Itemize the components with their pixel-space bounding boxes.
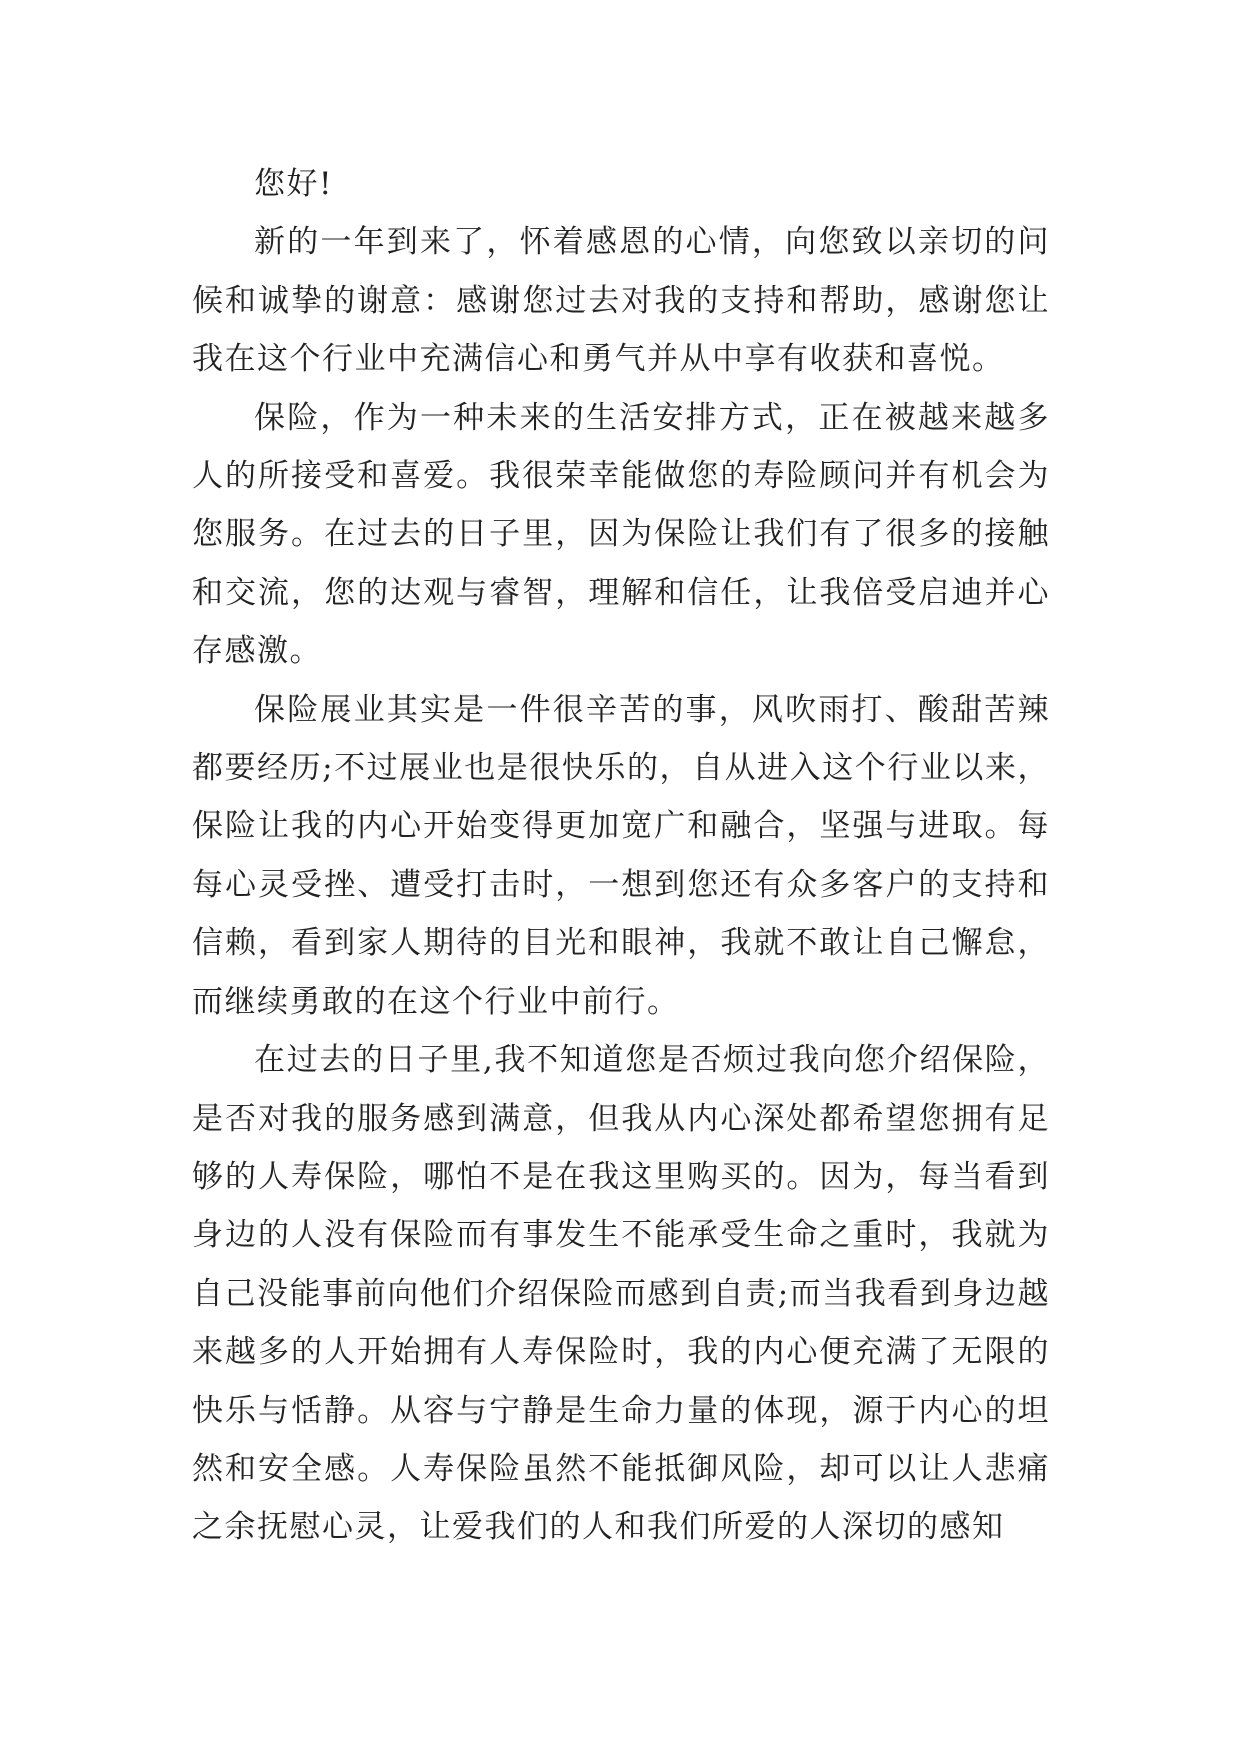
paragraph: 在过去的日子里,我不知道您是否烦过我向您介绍保险，是否对我的服务感到满意，但我从内心深处都希望您拥有足够的人寿保险，哪怕不是在我这里购买的。因为，每当看到身边的人没有保险而有事发生不能承受生命之重时，我就为自己没能事前向他们介绍保险而感到自责;而当我看到身边越来越多的人开始拥有人寿保险时，我的内心便充满了无限的快乐与恬静。从容与宁静是生命力量的体现，源于内心的坦然和安全感。人寿保险虽然不能抵御风险，却可以让人悲痛之余抚慰心灵，让爱我们的人和我们所爱的人深切的感知 xyxy=(192,1042,1050,1546)
letter-body xyxy=(192,155,1050,1557)
paragraph: 新的一年到来了，怀着感恩的心情，向您致以亲切的问候和诚挚的谢意：感谢您过去对我的支持和帮助，感谢您让我在这个行业中充满信心和勇气并从中享有收获和喜悦。 xyxy=(192,224,1050,378)
paragraph: 保险，作为一种未来的生活安排方式，正在被越来越多人的所接受和喜爱。我很荣幸能做您的寿险顾问并有机会为您服务。在过去的日子里，因为保险让我们有了很多的接触和交流，您的达观与睿智，理解和信任，让我倍受启迪并心存感激。 xyxy=(192,399,1050,670)
greeting: 您好! xyxy=(254,166,333,202)
paragraph: 保险展业其实是一件很辛苦的事，风吹雨打、酸甜苦辣都要经历;不过展业也是很快乐的，自从进入这个行业以来，保险让我的内心开始变得更加宽广和融合，坚强与进取。每每心灵受挫、遭受打击时，一想到您还有众多客户的支持和信赖，看到家人期待的目光和眼神，我就不敢让自己懈怠，而继续勇敢的在这个行业中前行。 xyxy=(192,691,1050,1020)
